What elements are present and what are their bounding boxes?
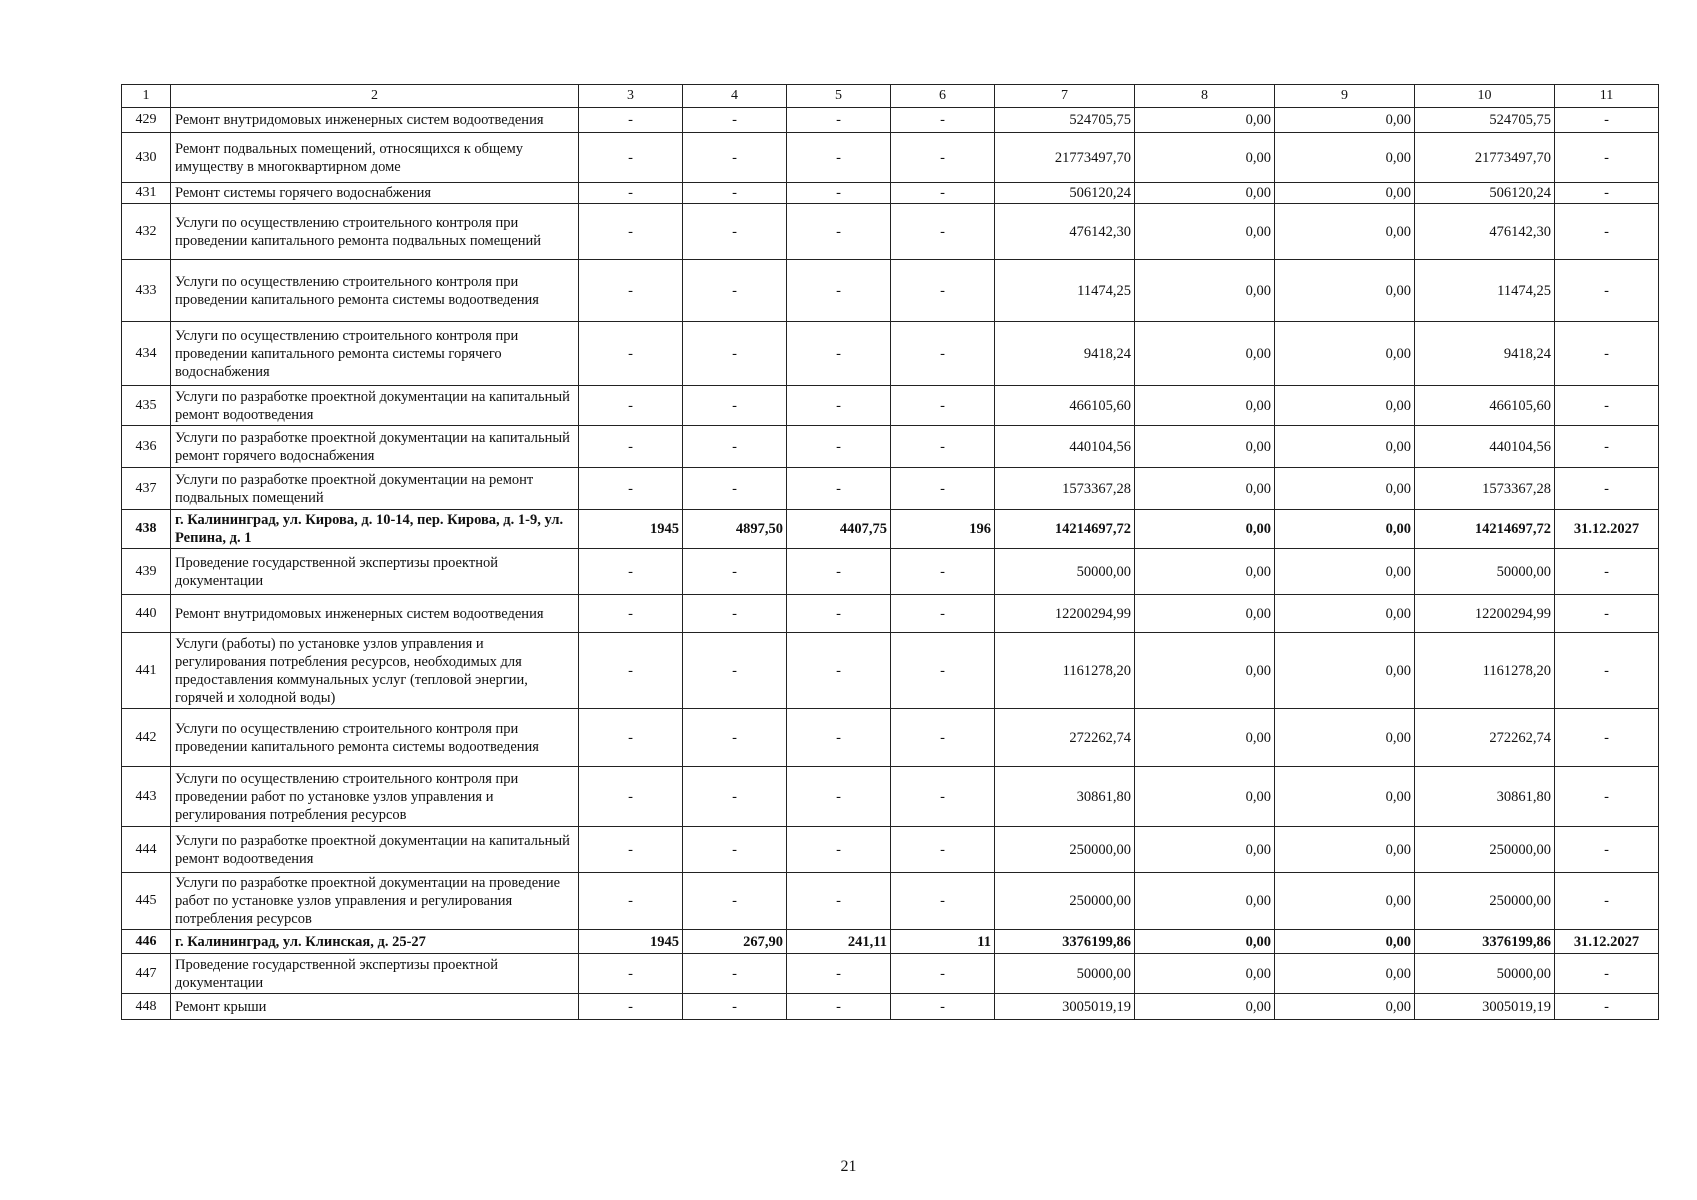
table-row [122,767,1659,827]
cell-col-7: 476142,30 [995,204,1135,260]
table-row [122,260,1659,322]
cell-col-6: - [891,994,995,1020]
cell-col-6: 196 [891,510,995,549]
cell-col-6: - [891,709,995,767]
cell-col-6: - [891,827,995,873]
cell-work-description: Ремонт внутридомовых инженерных систем водоотведения [171,108,579,133]
header-cell-1: 1 [122,85,171,108]
cell-col-5: - [787,260,891,322]
table-row [122,322,1659,386]
cell-work-description: Услуги по разработке проектной документации на ремонт подвальных помещений [171,468,579,510]
cell-work-description: Услуги по осуществлению строительного контроля при проведении капитального ремонта системы водоотведения [171,709,579,767]
cell-col-5: - [787,595,891,633]
cell-col-3: - [579,767,683,827]
cell-col-8: 0,00 [1135,709,1275,767]
cell-col-5: - [787,108,891,133]
cell-col-3: - [579,426,683,468]
cell-work-description: Услуги по осуществлению строительного контроля при проведении капитального ремонта системы горячего водоснабжения [171,322,579,386]
header-cell-10: 10 [1415,85,1555,108]
cell-row-number: 445 [122,873,171,930]
cell-col-4: - [683,827,787,873]
cell-row-number: 435 [122,386,171,426]
cell-col-3: - [579,183,683,204]
cell-col-8: 0,00 [1135,930,1275,954]
cell-col-9: 0,00 [1275,827,1415,873]
cell-col-9: 0,00 [1275,873,1415,930]
header-cell-7: 7 [995,85,1135,108]
cell-col-5: - [787,549,891,595]
cell-col-7: 3376199,86 [995,930,1135,954]
cell-col-6: - [891,183,995,204]
cell-col-3: - [579,954,683,994]
cell-col-8: 0,00 [1135,954,1275,994]
cell-col-11: - [1555,183,1659,204]
cell-col-3: - [579,260,683,322]
cell-col-8: 0,00 [1135,994,1275,1020]
cell-col-10: 440104,56 [1415,426,1555,468]
cell-col-9: 0,00 [1275,426,1415,468]
cell-row-number: 436 [122,426,171,468]
cell-col-6: - [891,633,995,709]
cell-work-description: Проведение государственной экспертизы проектной документации [171,549,579,595]
cell-col-10: 50000,00 [1415,549,1555,595]
cell-col-6: - [891,108,995,133]
cell-row-number: 439 [122,549,171,595]
cell-col-5: - [787,133,891,183]
cell-col-3: - [579,994,683,1020]
cell-col-8: 0,00 [1135,595,1275,633]
cell-col-7: 11474,25 [995,260,1135,322]
cell-col-10: 506120,24 [1415,183,1555,204]
table-row [122,108,1659,133]
cell-col-3: - [579,827,683,873]
cell-col-8: 0,00 [1135,133,1275,183]
cell-col-9: 0,00 [1275,595,1415,633]
cell-col-3: - [579,709,683,767]
cell-col-9: 0,00 [1275,260,1415,322]
cell-col-8: 0,00 [1135,204,1275,260]
cell-col-10: 30861,80 [1415,767,1555,827]
cell-col-7: 250000,00 [995,827,1135,873]
cell-col-3: - [579,204,683,260]
table-row [122,873,1659,930]
cell-col-5: - [787,633,891,709]
cell-col-4: - [683,954,787,994]
cell-col-9: 0,00 [1275,633,1415,709]
table-row [122,204,1659,260]
cell-col-7: 14214697,72 [995,510,1135,549]
cell-col-11: - [1555,468,1659,510]
table-row [122,468,1659,510]
cell-col-11: - [1555,709,1659,767]
cell-col-11: - [1555,426,1659,468]
cell-col-11: - [1555,386,1659,426]
header-cell-5: 5 [787,85,891,108]
cell-col-6: - [891,873,995,930]
cell-work-description: Услуги по разработке проектной документации на проведение работ по установке узлов управления и регулирования потребления ресурсов [171,873,579,930]
cell-row-number: 433 [122,260,171,322]
header-cell-9: 9 [1275,85,1415,108]
cell-col-10: 476142,30 [1415,204,1555,260]
cell-col-7: 250000,00 [995,873,1135,930]
cell-col-4: - [683,386,787,426]
table-row [122,954,1659,994]
cell-work-description: г. Калининград, ул. Клинская, д. 25-27 [171,930,579,954]
cell-row-number: 443 [122,767,171,827]
cell-col-9: 0,00 [1275,322,1415,386]
cell-col-4: - [683,426,787,468]
table-row-address [122,510,1659,549]
cell-col-8: 0,00 [1135,468,1275,510]
cell-work-description: Ремонт подвальных помещений, относящихся к общему имуществу в многоквартирном доме [171,133,579,183]
cell-col-5: - [787,183,891,204]
cell-col-11: - [1555,322,1659,386]
cell-col-9: 0,00 [1275,954,1415,994]
cell-col-11: 31.12.2027 [1555,930,1659,954]
cell-col-5: - [787,827,891,873]
cell-col-8: 0,00 [1135,386,1275,426]
cell-col-7: 50000,00 [995,954,1135,994]
cell-col-6: - [891,549,995,595]
cell-col-11: - [1555,954,1659,994]
table-row [122,994,1659,1020]
cell-col-7: 1573367,28 [995,468,1135,510]
cell-col-7: 50000,00 [995,549,1135,595]
cell-col-8: 0,00 [1135,108,1275,133]
cell-col-11: - [1555,133,1659,183]
cell-col-5: - [787,468,891,510]
header-cell-2: 2 [171,85,579,108]
header-cell-8: 8 [1135,85,1275,108]
cell-col-4: - [683,595,787,633]
cell-work-description: Услуги по осуществлению строительного контроля при проведении капитального ремонта системы водоотведения [171,260,579,322]
cell-col-8: 0,00 [1135,767,1275,827]
table-row [122,133,1659,183]
table-header-row [122,85,1659,108]
table-row [122,633,1659,709]
cell-col-11: - [1555,633,1659,709]
cell-col-3: - [579,108,683,133]
cell-col-5: 4407,75 [787,510,891,549]
cell-col-7: 1161278,20 [995,633,1135,709]
cell-col-5: - [787,954,891,994]
cell-col-4: - [683,204,787,260]
cell-col-7: 9418,24 [995,322,1135,386]
cell-col-10: 1573367,28 [1415,468,1555,510]
cell-col-6: - [891,322,995,386]
cell-col-5: - [787,709,891,767]
cell-col-10: 21773497,70 [1415,133,1555,183]
cell-col-7: 506120,24 [995,183,1135,204]
cell-work-description: Ремонт внутридомовых инженерных систем водоотведения [171,595,579,633]
cell-col-3: - [579,873,683,930]
cell-col-6: - [891,767,995,827]
cell-row-number: 442 [122,709,171,767]
header-cell-3: 3 [579,85,683,108]
cell-row-number: 438 [122,510,171,549]
cell-col-3: - [579,133,683,183]
cell-col-4: - [683,183,787,204]
cell-col-9: 0,00 [1275,510,1415,549]
cell-col-5: - [787,386,891,426]
cell-row-number: 440 [122,595,171,633]
cell-col-7: 30861,80 [995,767,1135,827]
cell-col-11: - [1555,549,1659,595]
cell-col-4: - [683,709,787,767]
cell-row-number: 447 [122,954,171,994]
table-row [122,549,1659,595]
cell-col-10: 50000,00 [1415,954,1555,994]
table-row [122,709,1659,767]
cell-col-4: - [683,994,787,1020]
cell-col-4: - [683,468,787,510]
cell-col-6: - [891,426,995,468]
cell-work-description: Услуги по осуществлению строительного контроля при проведении капитального ремонта подвальных помещений [171,204,579,260]
cell-col-3: - [579,468,683,510]
cell-col-11: 31.12.2027 [1555,510,1659,549]
cell-col-11: - [1555,827,1659,873]
table-row-address [122,930,1659,954]
cell-col-10: 14214697,72 [1415,510,1555,549]
table-row [122,426,1659,468]
cell-col-7: 3005019,19 [995,994,1135,1020]
cell-col-11: - [1555,595,1659,633]
cell-col-10: 524705,75 [1415,108,1555,133]
cell-row-number: 448 [122,994,171,1020]
cell-col-10: 272262,74 [1415,709,1555,767]
cell-col-6: - [891,468,995,510]
cell-col-3: - [579,322,683,386]
header-cell-6: 6 [891,85,995,108]
cell-row-number: 429 [122,108,171,133]
cell-col-11: - [1555,260,1659,322]
cell-col-4: - [683,322,787,386]
cell-col-9: 0,00 [1275,133,1415,183]
cell-row-number: 446 [122,930,171,954]
table-row [122,595,1659,633]
cell-col-10: 3376199,86 [1415,930,1555,954]
cell-row-number: 437 [122,468,171,510]
cell-work-description: г. Калининград, ул. Кирова, д. 10-14, пер. Кирова, д. 1-9, ул. Репина, д. 1 [171,510,579,549]
cell-work-description: Услуги (работы) по установке узлов управления и регулирования потребления ресурсов, необходимых для предоставления коммунальных услуг (тепловой энергии, горячей и холодной воды) [171,633,579,709]
cell-col-9: 0,00 [1275,767,1415,827]
cell-col-9: 0,00 [1275,386,1415,426]
cell-col-8: 0,00 [1135,426,1275,468]
cell-col-11: - [1555,767,1659,827]
cell-col-3: - [579,633,683,709]
cell-col-5: - [787,426,891,468]
cell-col-8: 0,00 [1135,260,1275,322]
cell-row-number: 444 [122,827,171,873]
cell-col-7: 12200294,99 [995,595,1135,633]
repair-schedule-table [121,84,1659,1020]
cell-col-5: 241,11 [787,930,891,954]
table-row [122,183,1659,204]
cell-col-4: - [683,260,787,322]
cell-work-description: Услуги по разработке проектной документации на капитальный ремонт водоотведения [171,386,579,426]
header-cell-11: 11 [1555,85,1659,108]
cell-col-6: - [891,204,995,260]
cell-col-6: 11 [891,930,995,954]
cell-col-4: - [683,873,787,930]
cell-col-10: 466105,60 [1415,386,1555,426]
cell-row-number: 432 [122,204,171,260]
cell-col-9: 0,00 [1275,468,1415,510]
cell-col-9: 0,00 [1275,930,1415,954]
page-number: 21 [840,1158,857,1175]
cell-col-7: 440104,56 [995,426,1135,468]
cell-col-9: 0,00 [1275,709,1415,767]
cell-col-9: 0,00 [1275,204,1415,260]
cell-col-6: - [891,954,995,994]
cell-col-8: 0,00 [1135,827,1275,873]
cell-col-10: 3005019,19 [1415,994,1555,1020]
cell-col-6: - [891,386,995,426]
cell-col-3: - [579,549,683,595]
cell-col-6: - [891,260,995,322]
cell-col-5: - [787,873,891,930]
cell-col-8: 0,00 [1135,510,1275,549]
cell-work-description: Услуги по осуществлению строительного контроля при проведении работ по установке узлов управления и регулирования потребления ресурсов [171,767,579,827]
cell-col-6: - [891,595,995,633]
cell-col-7: 524705,75 [995,108,1135,133]
cell-col-5: - [787,204,891,260]
cell-col-8: 0,00 [1135,633,1275,709]
cell-col-7: 466105,60 [995,386,1135,426]
table-row [122,386,1659,426]
cell-work-description: Услуги по разработке проектной документации на капитальный ремонт горячего водоснабжения [171,426,579,468]
cell-col-11: - [1555,873,1659,930]
cell-col-10: 9418,24 [1415,322,1555,386]
cell-col-3: 1945 [579,930,683,954]
cell-col-7: 21773497,70 [995,133,1135,183]
cell-col-6: - [891,133,995,183]
cell-col-8: 0,00 [1135,322,1275,386]
cell-col-11: - [1555,994,1659,1020]
cell-col-8: 0,00 [1135,183,1275,204]
cell-col-10: 250000,00 [1415,827,1555,873]
cell-col-5: - [787,994,891,1020]
cell-row-number: 441 [122,633,171,709]
cell-row-number: 430 [122,133,171,183]
cell-col-10: 1161278,20 [1415,633,1555,709]
cell-col-9: 0,00 [1275,108,1415,133]
cell-col-4: - [683,549,787,595]
cell-work-description: Ремонт системы горячего водоснабжения [171,183,579,204]
cell-col-9: 0,00 [1275,994,1415,1020]
cell-row-number: 434 [122,322,171,386]
cell-col-11: - [1555,108,1659,133]
cell-work-description: Ремонт крыши [171,994,579,1020]
cell-col-8: 0,00 [1135,549,1275,595]
cell-col-4: - [683,108,787,133]
cell-col-9: 0,00 [1275,549,1415,595]
cell-col-10: 11474,25 [1415,260,1555,322]
cell-col-4: 267,90 [683,930,787,954]
cell-col-3: 1945 [579,510,683,549]
cell-col-5: - [787,322,891,386]
cell-col-4: - [683,767,787,827]
cell-col-4: - [683,633,787,709]
cell-col-3: - [579,595,683,633]
cell-col-5: - [787,767,891,827]
cell-work-description: Услуги по разработке проектной документации на капитальный ремонт водоотведения [171,827,579,873]
cell-col-4: - [683,133,787,183]
cell-work-description: Проведение государственной экспертизы проектной документации [171,954,579,994]
table-row [122,827,1659,873]
cell-col-7: 272262,74 [995,709,1135,767]
cell-col-4: 4897,50 [683,510,787,549]
cell-row-number: 431 [122,183,171,204]
table-body [122,85,1659,1020]
cell-col-8: 0,00 [1135,873,1275,930]
cell-col-10: 12200294,99 [1415,595,1555,633]
cell-col-10: 250000,00 [1415,873,1555,930]
header-cell-4: 4 [683,85,787,108]
cell-col-3: - [579,386,683,426]
cell-col-11: - [1555,204,1659,260]
data-table-container [121,84,1659,1020]
cell-col-9: 0,00 [1275,183,1415,204]
